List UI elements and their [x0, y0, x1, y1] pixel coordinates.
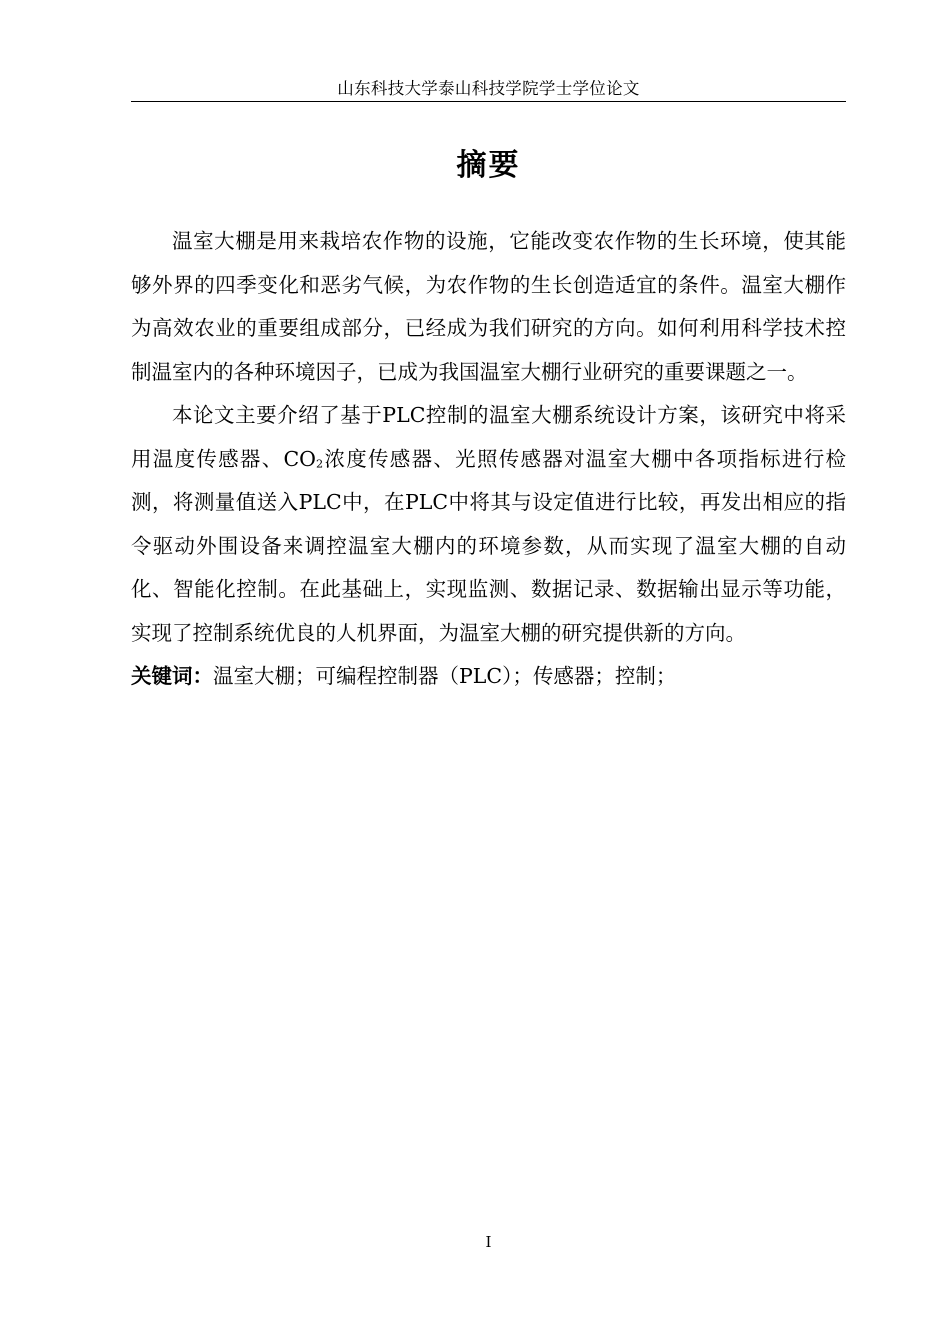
abstract-paragraph-1: 温室大棚是用来栽培农作物的设施，它能改变农作物的生长环境，使其能够外界的四季变化和恶劣气候，为农作物的生长创造适宜的条件。温室大棚作为高效农业的重要组成部分，已经成为我们研究的方向。如何利用科学技术控制温室内的各种环境因子，已成为我国温室大棚行业研究的重要课题之一。 [131, 229, 846, 384]
header-rule [131, 101, 846, 102]
page-number: I [485, 1233, 492, 1251]
keywords-text: 温室大棚；可编程控制器（PLC）；传感器；控制； [213, 664, 677, 688]
co2-subscript: 2 [316, 457, 324, 471]
page-title: 摘要 [456, 148, 521, 183]
keywords-line [131, 655, 846, 699]
running-header: 山东科技大学泰山科技学院学士学位论文 [337, 79, 640, 98]
abstract-body [131, 220, 846, 699]
paragraph-2-text-part-1: 本论文主要介绍了基于PLC控制的温室大棚系统设计方案，该研究中将采用温度传感器、CO [131, 403, 846, 471]
keywords-label: 关键词： [131, 664, 213, 688]
paragraph-2-text-part-2: 浓度传感器、光照传感器对温室大棚中各项指标进行检测，将测量值送入PLC中，在PLC中将其与设定值进行比较，再发出相应的指令驱动外围设备来调控温室大棚内的环境参数，从而实现了温室大棚的自动化、智能化控制。在此基础上，实现监测、数据记录、数据输出显示等功能，实现了控制系统优良的人机界面，为温室大棚的研究提供新的方向。 [131, 446, 847, 645]
abstract-paragraph-2 [131, 394, 846, 655]
